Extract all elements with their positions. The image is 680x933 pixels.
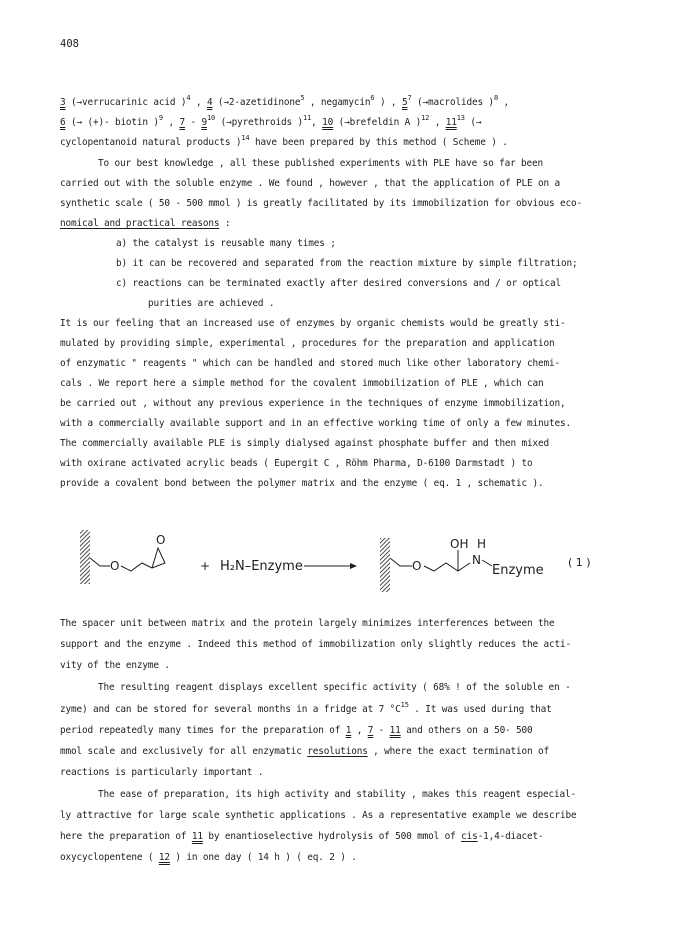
para2-line: The commercially available PLE is simply dialysed against phosphate buffer and then mixed — [60, 438, 549, 449]
compound-ref: 12 — [158, 852, 170, 863]
compound-ref: 11 — [191, 831, 203, 842]
para1-line: nomical and practical reasons : — [60, 218, 231, 229]
para2-line: of enzymatic " reagents " which can be handled and stored much like other laboratory chemi- — [60, 358, 560, 369]
para5-line: here the preparation of 11 by enantioselective hydrolysis of 500 mmol of cis-1,4-diacet- — [60, 831, 544, 842]
polymer-matrix-product — [380, 538, 390, 592]
para1-line: To our best knowledge , all these published experiments with PLE have so far been — [98, 158, 544, 169]
list-item-b: b) it can be recovered and separated from the reaction mixture by simple filtration; — [116, 258, 578, 269]
para5-line: ly attractive for large scale synthetic applications . As a representative example we describe — [60, 810, 577, 821]
compound-ref: 11 — [445, 117, 457, 128]
para4-line: period repeatedly many times for the preparation of 1 , 7 - 11 and others on a 50- 500 — [60, 725, 533, 736]
para1-line: synthetic scale ( 50 - 500 mmol ) is greatly facilitated by its immobilization for obvious eco- — [60, 198, 582, 209]
citation: 5 — [300, 94, 305, 102]
compound-ref: 10 — [322, 117, 334, 128]
citation: 9 — [158, 114, 163, 122]
reaction-scheme — [0, 528, 680, 608]
polymer-matrix — [80, 530, 90, 584]
arrow-head — [350, 563, 357, 569]
epoxide-chain — [121, 563, 152, 571]
para4-line: reactions is particularly important . — [60, 767, 264, 778]
para2-line: with oxirane activated acrylic beads ( Eupergit C , Röhm Pharma, D-6100 Darmstadt ) to — [60, 458, 533, 469]
linker-chain — [424, 563, 470, 571]
spacer-chain-left — [90, 558, 110, 566]
citation: 13 — [456, 114, 465, 122]
para5-line: oxycyclopentene ( 12 ) in one day ( 14 h ) ( eq. 2 ) . — [60, 852, 357, 863]
intro-line-1: 3 (→verrucarinic acid )$^4$ , 4 (→2-azetidinone$^5$ , negamycin$^6$ ) , $5^7$ (→macrolides )$^8$ , — [60, 94, 510, 108]
n-enzyme-bond — [482, 560, 492, 566]
citation: 6 — [370, 94, 375, 102]
compound-ref: 6 — [60, 117, 66, 128]
spacer-chain-right — [390, 558, 412, 566]
para5-line: The ease of preparation, its high activity and stability , makes this reagent especial- — [98, 789, 576, 800]
enzyme-label: Enzyme — [492, 563, 544, 578]
compound-ref: 9 — [201, 117, 207, 128]
para2-line: cals . We report here a simple method for the covalent immobilization of PLE , which can — [60, 378, 544, 389]
citation: 7 — [407, 94, 412, 102]
para3-line: vity of the enzyme . — [60, 660, 170, 671]
equation-number: ( 1 ) — [568, 556, 591, 569]
ether-oxygen-right: O — [412, 559, 422, 573]
para4-line: The resulting reagent displays excellent specific activity ( 68% ! of the soluble en - — [98, 682, 571, 693]
compound-ref: 4 — [206, 97, 213, 108]
citation: 10 — [206, 114, 216, 122]
citation: 8 — [493, 94, 499, 102]
para2-line: be carried out , without any previous experience in the techniques of enzyme immobilization, — [60, 398, 566, 409]
page-number: 408 — [60, 38, 79, 50]
citation: 12 — [421, 114, 430, 122]
compound-ref: 7 — [179, 117, 185, 128]
epoxide-oxygen: O — [156, 533, 166, 547]
amine-n-label: N — [472, 553, 481, 567]
citation: 15 — [400, 701, 409, 709]
amine-h-label: H — [477, 537, 487, 551]
para3-line: support and the enzyme . Indeed this method of immobilization only slightly reduces the acti- — [60, 639, 571, 650]
para4-line: zyme) and can be stored for several months in a fridge at 7 $^\circ C^{15}$ . It was used during that — [60, 701, 552, 715]
compound-ref: 5 — [401, 97, 408, 108]
para3-line: The spacer unit between matrix and the protein largely minimizes interferences between the — [60, 618, 555, 629]
compound-ref: 11 — [389, 725, 401, 736]
plus-sign: + — [200, 559, 211, 573]
epoxide-ring — [152, 548, 165, 568]
list-item-c: c) reactions can be terminated exactly after desired conversions and / or optical — [116, 278, 562, 289]
citation: 11 — [303, 114, 312, 122]
list-item-a: a) the catalyst is reusable many times ; — [116, 238, 336, 249]
citation: 14 — [241, 134, 250, 142]
para4-line: mmol scale and exclusively for all enzymatic resolutions , where the exact termination of — [60, 746, 549, 757]
para1-line: carried out with the soluble enzyme . We found , however , that the application of PLE on a — [60, 178, 560, 189]
para2-line: provide a covalent bond between the polymer matrix and the enzyme ( eq. 1 , schematic ). — [60, 478, 544, 489]
para2-line: mulated by providing simple, experimental , procedures for the preparation and application — [60, 338, 555, 349]
citation: 4 — [186, 94, 191, 102]
list-item-c-continued: purities are achieved . — [148, 298, 275, 309]
para2-line: It is our feeling that an increased use of enzymes by organic chemists would be greatly sti- — [60, 318, 566, 329]
ether-oxygen-left: O — [110, 559, 120, 573]
compound-ref: 7 — [367, 725, 374, 736]
para2-line: with a commercially available support and in an effective working time of only a few minutes. — [60, 418, 571, 429]
hydroxyl-label: OH — [450, 537, 469, 551]
compound-ref: 3 — [60, 97, 66, 108]
compound-ref: 1 — [345, 725, 352, 736]
enzyme-reagent: H₂N–Enzyme — [220, 559, 303, 574]
intro-line-2: 6 (→ (+)- biotin )$^9$ , $7 - 9^{10}$ (→pyrethroids )$^{11}$, 10 (→brefeldin A )$^{12}$ , $11^{13}$ (→ — [60, 114, 482, 128]
intro-line-3: cyclopentanoid natural products )$^{14}$ have been prepared by this method ( Scheme ) . — [60, 134, 508, 148]
